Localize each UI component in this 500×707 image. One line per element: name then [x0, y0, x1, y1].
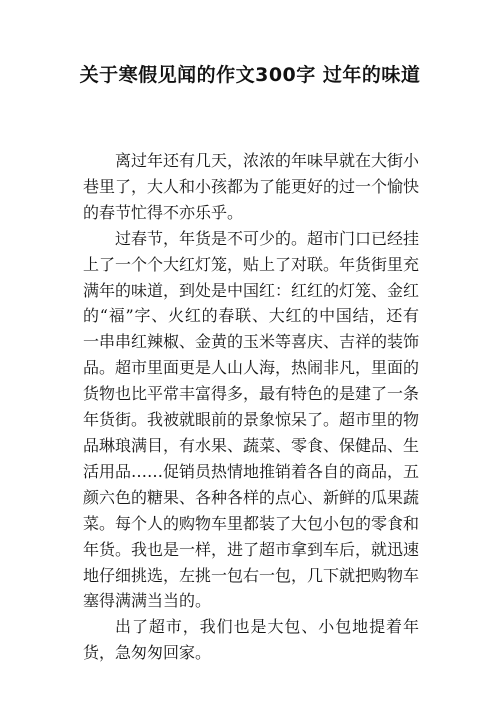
paragraph-3: 出了超市，我们也是大包、小包地提着年货，急匆匆回家。	[83, 617, 419, 663]
paragraph-1: 离过年还有几天，浓浓的年味早就在大街小巷里了，大人和小孩都为了能更好的过一个愉快的春节忙得不亦乐乎。	[83, 151, 420, 222]
document-title: 关于寒假见闻的作文300字 过年的味道	[79, 64, 421, 86]
document-body	[83, 148, 419, 666]
paragraph-2: 过春节，年货是不可少的。超市门口已经挂上了一个个大红灯笼，贴上了对联。年货街里充满年的味道，到处是中国红：红红的灯笼、金红的“福”字、火红的春联、大红的中国结，还有一串串红辣椒、金黄的玉米等喜庆、吉祥的装饰品。超市里面更是人山人海，热闹非凡，里面的货物也比平常丰富得多，最有特色的是建了一条年货街。我被就眼前的景象惊呆了。超市里的物品琳琅满目，有水果、蔬菜、零食、保健品、生活用品……促销员热情地推销着各自的商品，五颜六色的糖果、各种各样的点心、新鲜的瓜果蔬菜。每个人的购物车里都装了大包小包的零食和年货。我也是一样，进了超市拿到车后，就迅速地仔细挑选，左挑一包右一包，几下就把购物车塞得满满当当的。	[83, 228, 420, 611]
